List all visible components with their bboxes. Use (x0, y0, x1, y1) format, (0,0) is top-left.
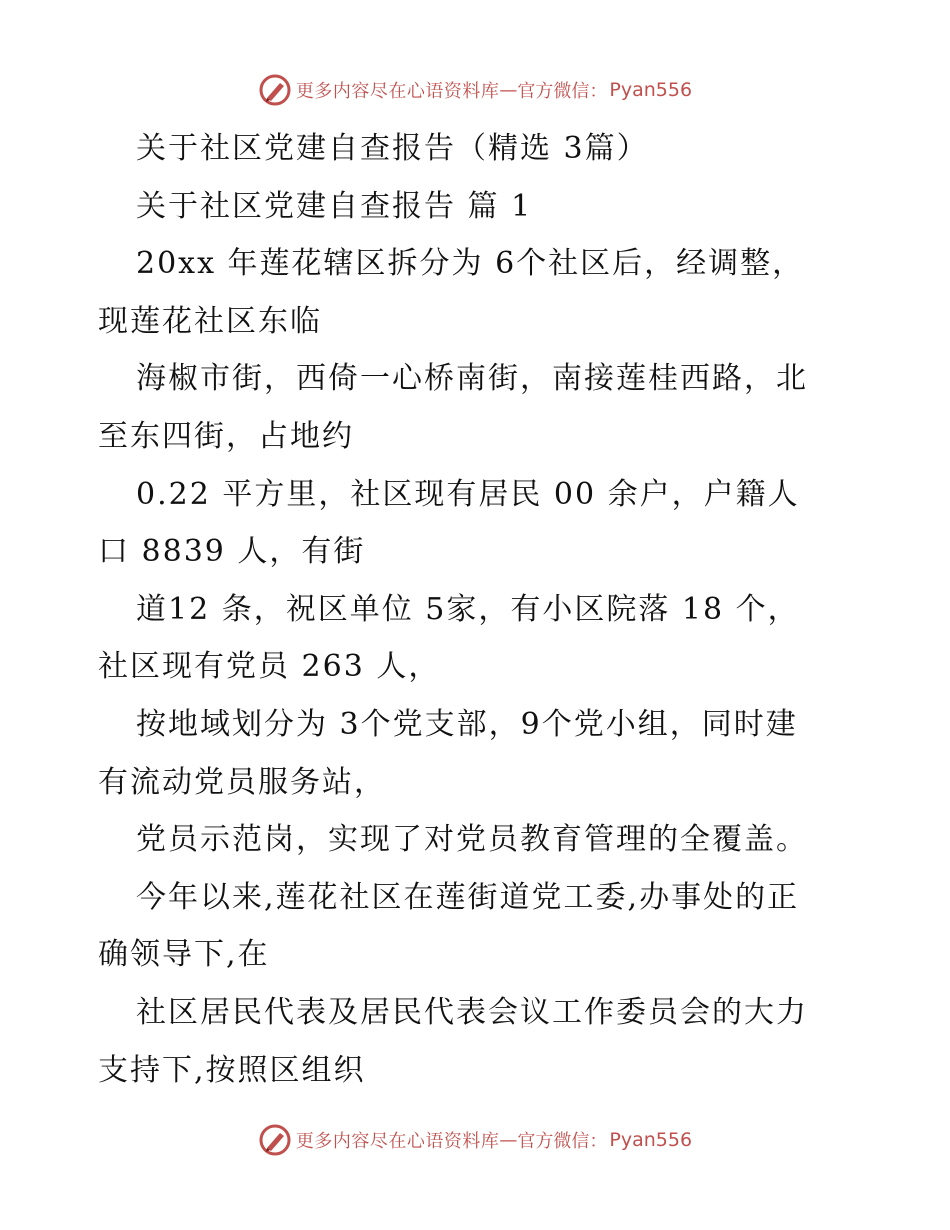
document-body (98, 120, 858, 1099)
document-line: 至东四街，占地约 (98, 418, 354, 454)
document-line: 0.22 平方里，社区现有居民 00 余户，户籍人 (136, 476, 800, 512)
document-line: 关于社区党建自查报告 篇 1 (136, 188, 533, 224)
watermark-wechat-id: Pyan556 (609, 1129, 693, 1151)
footer-watermark (0, 1120, 950, 1160)
document-line: 社区现有党员 263 人， (98, 649, 441, 685)
document-line: 现莲花社区东临 (98, 303, 322, 339)
pen-logo-icon (258, 1123, 292, 1157)
document-line: 确领导下,在 (98, 937, 270, 973)
document-line: 道12 条，祝区单位 5家，有小区院落 18 个， (136, 591, 800, 627)
document-line: 有流动党员服务站， (98, 764, 386, 800)
document-line: 今年以来,莲花社区在莲街道党工委,办事处的正 (136, 879, 800, 915)
document-line: 20xx 年莲花辖区拆分为 6个社区后，经调整， (136, 246, 805, 282)
document-lines (98, 178, 858, 1100)
watermark-wechat-label: 官方微信： (517, 1131, 608, 1152)
document-line: 党员示范岗，实现了对党员教育管理的全覆盖。 (136, 822, 808, 858)
watermark-site-text: 更多内容尽在心语资料库 (295, 1131, 500, 1152)
header-watermark (0, 70, 950, 110)
document-line: 社区居民代表及居民代表会议工作委员会的大力 (136, 994, 808, 1030)
watermark-site-text: 更多内容尽在心语资料库 (295, 81, 500, 102)
watermark-wechat-id: Pyan556 (609, 79, 693, 101)
document-line: 海椒市街，西倚一心桥南街，南接莲桂西路，北 (136, 361, 808, 397)
document-line: 口 8839 人，有街 (98, 534, 366, 570)
document-line: 支持下,按照区组织 (98, 1052, 366, 1088)
document-title: 关于社区党建自查报告（精选 3篇） (136, 131, 649, 166)
watermark-separator: — (499, 1129, 518, 1151)
pen-logo-icon (258, 73, 292, 107)
document-line: 按地域划分为 3个党支部，9个党小组，同时建 (136, 706, 798, 742)
watermark-separator: — (499, 79, 518, 101)
watermark-wechat-label: 官方微信： (517, 81, 608, 102)
